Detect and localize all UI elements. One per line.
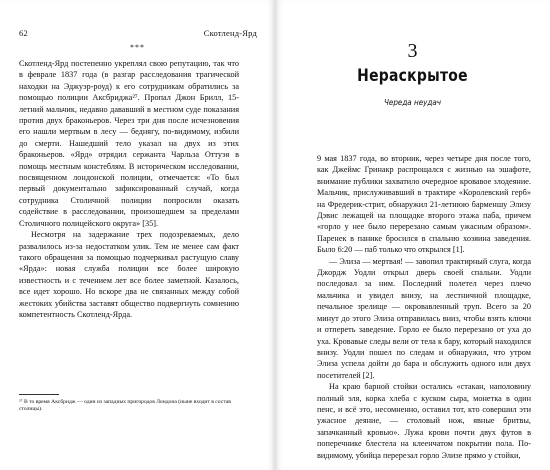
- chapter-subtitle: Череда неудач: [383, 98, 442, 107]
- chapter-number: 3: [407, 40, 418, 62]
- footnote: ²⁷ В то время Аксбридж — один из западных пригородов Лондона (ныне входит в состав столицы).: [19, 399, 231, 412]
- paragraph: Несмотря на задержание трех подозреваемых, дело развалилось из-за недостатком улик. Тем не менее сам факт такого обращения за помощью подчеркивал растущую славу «Ярда»: новая служба полиции все более широкую известность и с течением лет все более заметной. Казалось, все идет хорошо. Но вскоре два не связанных между собой жестоких убийства заставят общество подвергнуть сомнению компетентность Скотленд-Ярда.: [19, 230, 239, 319]
- section-ornament: ***: [130, 43, 145, 52]
- running-title: Скотленд-Ярд: [203, 28, 257, 38]
- paragraph: — Элиза — мертвая! — завопил трактирный слуга, когда Джордж Уодли открыл дверь своей спальни. Уодли последовал за ним. Последний полетел через плечо мальчика и увидел внизу, на лестничной площадке, печальное зрелище — окровавленный труп. Всего за 20 минут до этого Элиза отправилась вниз, чтобы взять ключи и отпереть заведение. Горло ее было перерезано от уха до уха. Кровавые следы вели от тела к бару, который находился внизу. Уодли пошел по следам и обнаружил, что утром Элиза успела дойти до бара и обслужить одного или двух посетителей [2].: [317, 256, 531, 380]
- paragraph: 9 мая 1837 года, во вторник, через четыре дня после того, как Джеймс Гринакр распрощался с жизнью на эшафоте, внимание публики захватило очередное кровавое злодеяние. Мальчик, прислуживавший в трактире «Королевский герб» на Фредерик-стрит, обнаружил 21-летнюю барменшу Элизу Дэвис лежащей на площадке второго этажа паба, причем «горло у нее было перерезано самым ужасным образом». Паренек в панике бросился в спальню хозяина заведения. Было 6:20 — паб только что открылся [1].: [317, 154, 531, 255]
- chapter-title: Нераскрытое: [357, 66, 468, 86]
- right-page: [275, 0, 550, 470]
- footnote-divider: [19, 394, 59, 395]
- page-number: 62: [19, 28, 28, 38]
- paragraph: На краю барной стойки остались «стакан, наполовину полный эля, корка хлеба с куском сыра, монетка в один пенс, и всё это, несомненно, оставил тот, кто совершил эти ужасное деяние, — столовый нож, явные бритвы, запачканный кровью». Лужа крови почти двух футов в поперечнике блестела на клеенчатом покрытии пола. По-видимому, убийца перерезал горло Элизе прямо у стойки,: [317, 382, 531, 460]
- left-body-text: [19, 58, 239, 320]
- paragraph: Скотленд-Ярд постепенно укреплял свою репутацию, так что в феврале 1837 года (в разгар расследования трагической находки на Эджуэр-роуд) к его сотрудникам обратились за помощью полиции Аксбриджа²⁷. Пропал Джон Брилл, 15-летний мальчик, недавно дававший в местном суде показания против двух браконьеров. Через три дня после исчезновения его нашли мертвым в лесу — беднягу, по-видимому, избили до смерти. Нашедший тело указал на двух из этих браконьеров. «Ярд» отрядил сержанта Чарльза Оттуэя в помощь местным констеблям. В историческом исследовании, посвященном лондонской полиции, отмечается: «То был первый документально зафиксированный случай, когда сотрудника Столичной полиции попросили оказать содействие в расследовании, произошедшем за пределами Столичного полицейского округа» [35].: [19, 59, 239, 228]
- right-body-text: [317, 153, 531, 461]
